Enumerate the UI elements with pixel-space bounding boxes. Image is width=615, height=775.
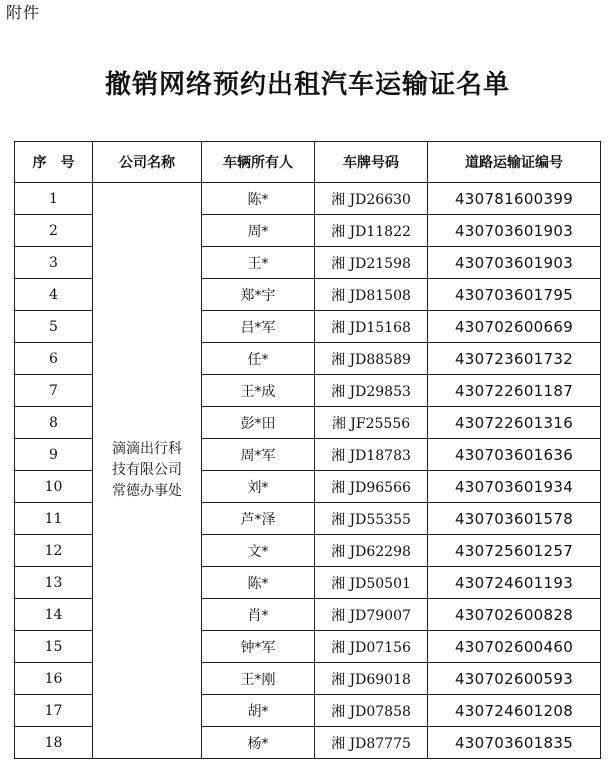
row-plate: 湘 JD79007: [315, 599, 428, 631]
row-license: 430702600669: [428, 311, 601, 343]
row-plate: 湘 JD81508: [315, 279, 428, 311]
header-plate: 车牌号码: [315, 142, 428, 183]
row-license: 430702600460: [428, 631, 601, 663]
row-plate: 湘 JD96566: [315, 471, 428, 503]
company-name-cell: [93, 183, 202, 759]
row-owner: 芦*泽: [202, 503, 315, 535]
row-license: 430722601187: [428, 375, 601, 407]
row-owner: 郑*宇: [202, 279, 315, 311]
row-owner: 陈*: [202, 183, 315, 215]
company-name-line: 滴滴出行科: [112, 441, 182, 457]
row-seq: 10: [15, 471, 93, 503]
row-plate: 湘 JD15168: [315, 311, 428, 343]
row-seq: 4: [15, 279, 93, 311]
row-owner: 陈*: [202, 567, 315, 599]
row-plate: 湘 JD50501: [315, 567, 428, 599]
row-owner: 吕*军: [202, 311, 315, 343]
row-plate: 湘 JD88589: [315, 343, 428, 375]
row-seq: 17: [15, 695, 93, 727]
row-owner: 周*军: [202, 439, 315, 471]
attachment-label: 附件: [6, 3, 41, 22]
table-header-row: [15, 142, 601, 183]
row-license: 430703601795: [428, 279, 601, 311]
row-seq: 12: [15, 535, 93, 567]
row-seq: 15: [15, 631, 93, 663]
row-license: 430703601934: [428, 471, 601, 503]
row-seq: 9: [15, 439, 93, 471]
row-license: 430722601316: [428, 407, 601, 439]
row-plate: 湘 JF25556: [315, 407, 428, 439]
row-seq: 14: [15, 599, 93, 631]
company-name-line: 技有限公司: [112, 462, 182, 478]
row-seq: 6: [15, 343, 93, 375]
row-plate: 湘 JD62298: [315, 535, 428, 567]
row-plate: 湘 JD07858: [315, 695, 428, 727]
row-owner: 周*: [202, 215, 315, 247]
row-seq: 11: [15, 503, 93, 535]
row-license: 430702600828: [428, 599, 601, 631]
row-seq: 2: [15, 215, 93, 247]
row-license: 430723601732: [428, 343, 601, 375]
row-seq: 1: [15, 183, 93, 215]
company-name-line: 常德办事处: [112, 483, 182, 499]
table-body: [15, 183, 601, 759]
header-seq: 序 号: [15, 142, 93, 183]
row-license: 430703601903: [428, 247, 601, 279]
row-seq: 13: [15, 567, 93, 599]
row-seq: 16: [15, 663, 93, 695]
row-license: 430703601835: [428, 727, 601, 759]
header-license: 道路运输证编号: [428, 142, 601, 183]
row-seq: 18: [15, 727, 93, 759]
row-owner: 刘*: [202, 471, 315, 503]
row-license: 430703601578: [428, 503, 601, 535]
row-license: 430781600399: [428, 183, 601, 215]
page-title: 撤销网络预约出租汽车运输证名单: [104, 70, 510, 100]
row-license: 430703601903: [428, 215, 601, 247]
header-owner: 车辆所有人: [202, 142, 315, 183]
revocation-table: [14, 141, 601, 759]
row-license: 430703601636: [428, 439, 601, 471]
row-owner: 文*: [202, 535, 315, 567]
row-plate: 湘 JD18783: [315, 439, 428, 471]
row-owner: 王*成: [202, 375, 315, 407]
row-plate: 湘 JD26630: [315, 183, 428, 215]
row-plate: 湘 JD69018: [315, 663, 428, 695]
row-seq: 3: [15, 247, 93, 279]
row-plate: 湘 JD87775: [315, 727, 428, 759]
row-seq: 5: [15, 311, 93, 343]
row-license: 430724601193: [428, 567, 601, 599]
row-owner: 胡*: [202, 695, 315, 727]
row-seq: 8: [15, 407, 93, 439]
row-license: 430725601257: [428, 535, 601, 567]
row-plate: 湘 JD07156: [315, 631, 428, 663]
row-license: 430724601208: [428, 695, 601, 727]
row-owner: 杨*: [202, 727, 315, 759]
row-owner: 任*: [202, 343, 315, 375]
row-owner: 彭*田: [202, 407, 315, 439]
row-plate: 湘 JD29853: [315, 375, 428, 407]
row-owner: 王*: [202, 247, 315, 279]
row-license: 430702600593: [428, 663, 601, 695]
row-seq: 7: [15, 375, 93, 407]
row-plate: 湘 JD21598: [315, 247, 428, 279]
row-plate: 湘 JD11822: [315, 215, 428, 247]
header-company: 公司名称: [93, 142, 202, 183]
table-row: [15, 183, 601, 215]
row-owner: 肖*: [202, 599, 315, 631]
row-owner: 王*刚: [202, 663, 315, 695]
row-owner: 钟*军: [202, 631, 315, 663]
row-plate: 湘 JD55355: [315, 503, 428, 535]
